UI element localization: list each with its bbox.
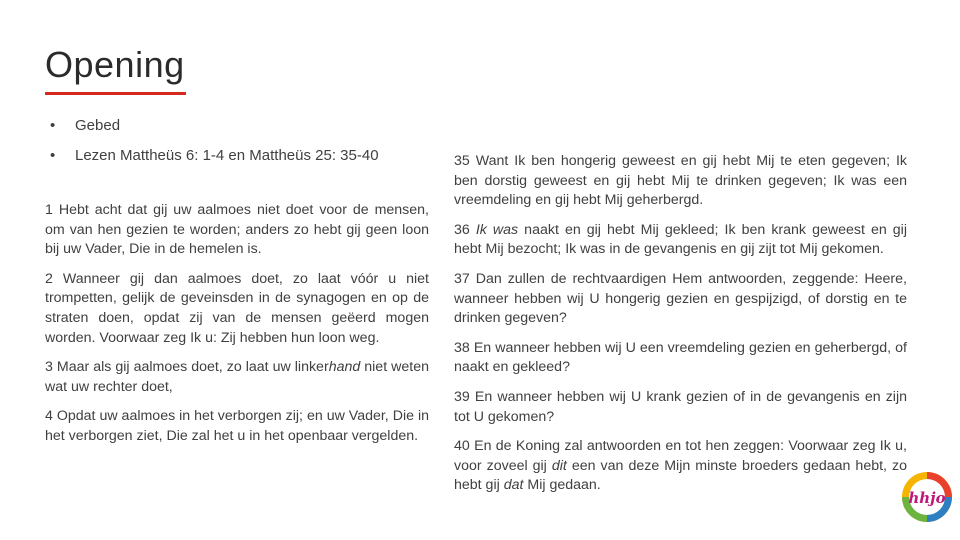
verse-italic: hand — [328, 359, 361, 376]
verse-text: een van deze Mijn minste broeders gedaan hebt, zo hebt gij — [454, 457, 907, 494]
verse-paragraph: 35 Want Ik ben hongerig geweest en gij hebt Mij te eten gegeven; Ik ben dorstig geweest en gij hebt Mij te drinken gegeven; Ik was een vreemdeling en gij hebt Mij geherbergd. — [454, 153, 907, 209]
verse-paragraph: 2 Wanneer gij dan aalmoes doet, zo laat vóór u niet trompetten, gelijk de geveinsden in de synagogen en op de straten doen, opdat zij van de mensen geëerd mogen worden. Voorwaar zeg Ik u: Zij hebben hun loon weg. — [45, 270, 429, 346]
logo-text: hhjo — [908, 489, 946, 507]
page-title: Opening — [45, 44, 185, 85]
bullet-dot: • — [50, 147, 56, 164]
bullet-item — [50, 117, 379, 147]
bullet-item — [50, 147, 379, 177]
bullet-list — [50, 117, 379, 177]
bullet-text: Lezen Mattheüs 6: 1-4 en Mattheüs 25: 35-40 — [75, 147, 379, 164]
verse-paragraph — [454, 437, 907, 496]
verse-italic: dit — [551, 457, 567, 474]
verse-text: niet weten wat uw rechter doet, — [45, 359, 429, 395]
left-column — [45, 201, 429, 457]
verse-paragraph: 39 En wanneer hebben wij U krank gezien of in de gevangenis en zijn tot U gekomen? — [454, 388, 907, 425]
verse-paragraph: 4 Opdat uw aalmoes in het verborgen zij; en uw Vader, Die in het verborgen ziet, Die zal het u in het openbaar vergelden. — [45, 408, 429, 444]
title-underline — [45, 92, 186, 95]
verse-text: 40 En de Koning zal antwoorden en tot hen zeggen: Voorwaar zeg Ik u, voor zoveel gij — [454, 438, 907, 474]
hhjo-logo-icon — [900, 470, 954, 524]
bullet-text: Gebed — [75, 117, 121, 134]
verse-paragraph — [45, 358, 429, 397]
right-column — [454, 152, 907, 506]
verse-text: 3 Maar als gij aalmoes doet, zo laat uw linker — [45, 359, 329, 376]
verse-paragraph: 37 Dan zullen de rechtvaardigen Hem antwoorden, zeggende: Heere, wanneer hebben wij U hongerig gezien en gespijzigd, of dorstig en te drinken gegeven? — [454, 270, 907, 327]
verse-paragraph: 1 Hebt acht dat gij uw aalmoes niet doet voor de mensen, om van hen gezien te worden; anders zo hebt gij geen loon bij uw Vader, Die in de hemelen is. — [45, 202, 429, 258]
verse-italic: Ik was — [475, 221, 519, 238]
verse-text: naakt en gij hebt Mij gekleed; Ik ben krank geweest en gij hebt Mij bezocht; Ik was in de gevangenis en gij zijt tot Mij gekomen. — [454, 221, 907, 258]
verse-text: Mij gedaan. — [523, 477, 601, 494]
bullet-dot: • — [50, 117, 56, 134]
verse-paragraph: 38 En wanneer hebben wij U een vreemdeling gezien en geherbergd, of naakt en gekleed? — [454, 339, 907, 376]
verse-text: 36 — [454, 221, 476, 238]
verse-italic: dat — [503, 477, 524, 494]
verse-paragraph — [454, 221, 907, 260]
